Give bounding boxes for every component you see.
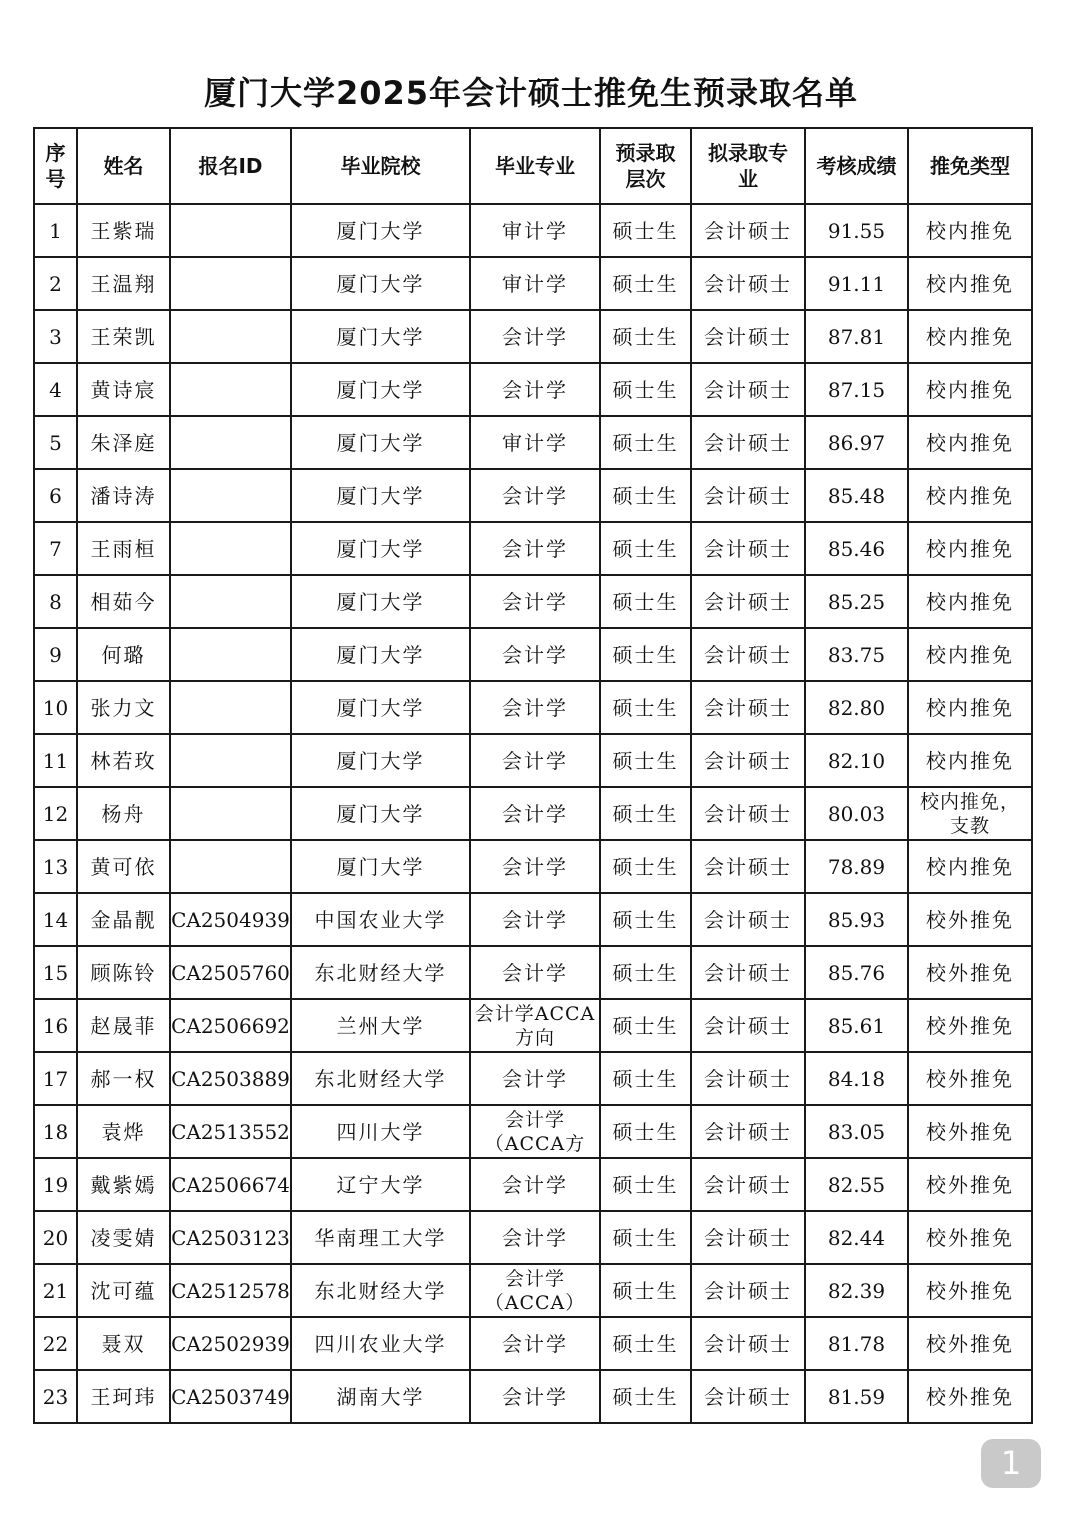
graduate-major: 会计学 — [470, 575, 600, 628]
admission-level: 硕士生 — [600, 840, 691, 893]
assessment-score: 83.05 — [805, 1105, 908, 1158]
assessment-score: 85.61 — [805, 999, 908, 1052]
graduate-major: 会计学 — [470, 734, 600, 787]
registration-id: CA2503889 — [170, 1052, 291, 1105]
assessment-score: 82.55 — [805, 1158, 908, 1211]
recommendation-type: 校外推免 — [908, 946, 1032, 999]
header-col-registration-id: 报名ID — [170, 128, 291, 204]
table-row — [34, 1052, 1032, 1105]
assessment-score: 82.44 — [805, 1211, 908, 1264]
graduate-school: 东北财经大学 — [291, 946, 470, 999]
table-row — [34, 999, 1032, 1052]
graduate-school: 东北财经大学 — [291, 1052, 470, 1105]
registration-id: CA2504939 — [170, 893, 291, 946]
registration-id — [170, 734, 291, 787]
registration-id — [170, 310, 291, 363]
admission-program: 会计硕士 — [691, 1264, 805, 1317]
assessment-score: 81.78 — [805, 1317, 908, 1370]
row-number: 9 — [34, 628, 77, 681]
row-number: 19 — [34, 1158, 77, 1211]
row-number: 22 — [34, 1317, 77, 1370]
admission-program: 会计硕士 — [691, 681, 805, 734]
assessment-score: 91.11 — [805, 257, 908, 310]
admission-program: 会计硕士 — [691, 1211, 805, 1264]
graduate-major: 审计学 — [470, 257, 600, 310]
recommendation-type: 校外推免 — [908, 1370, 1032, 1423]
graduate-school: 厦门大学 — [291, 681, 470, 734]
assessment-score: 84.18 — [805, 1052, 908, 1105]
graduate-major: 会计学 — [470, 1158, 600, 1211]
page-number-badge[interactable]: 1 — [981, 1439, 1041, 1488]
graduate-school: 厦门大学 — [291, 257, 470, 310]
table-row — [34, 469, 1032, 522]
header-col-score: 考核成绩 — [805, 128, 908, 204]
graduate-school: 厦门大学 — [291, 204, 470, 257]
row-number: 11 — [34, 734, 77, 787]
graduate-school: 厦门大学 — [291, 840, 470, 893]
admission-level: 硕士生 — [600, 1105, 691, 1158]
table-header-row — [34, 128, 1032, 204]
graduate-major: 会计学 — [470, 1317, 600, 1370]
registration-id: CA2506674 — [170, 1158, 291, 1211]
table-row — [34, 628, 1032, 681]
admission-level: 硕士生 — [600, 999, 691, 1052]
admission-program: 会计硕士 — [691, 416, 805, 469]
row-number: 1 — [34, 204, 77, 257]
assessment-score: 83.75 — [805, 628, 908, 681]
admission-program: 会计硕士 — [691, 1105, 805, 1158]
graduate-major: 会计学 — [470, 522, 600, 575]
row-number: 17 — [34, 1052, 77, 1105]
row-number: 14 — [34, 893, 77, 946]
student-name: 郝一权 — [77, 1052, 170, 1105]
student-name: 相茹今 — [77, 575, 170, 628]
recommendation-type: 校内推免 — [908, 840, 1032, 893]
table-row — [34, 416, 1032, 469]
table-row — [34, 946, 1032, 999]
admission-level: 硕士生 — [600, 469, 691, 522]
admission-level: 硕士生 — [600, 1158, 691, 1211]
student-name: 王珂玮 — [77, 1370, 170, 1423]
registration-id — [170, 840, 291, 893]
graduate-school: 厦门大学 — [291, 363, 470, 416]
admission-program: 会计硕士 — [691, 1317, 805, 1370]
recommendation-type: 校内推免 — [908, 681, 1032, 734]
graduate-major: 会计学 — [470, 946, 600, 999]
graduate-school: 四川大学 — [291, 1105, 470, 1158]
assessment-score: 82.39 — [805, 1264, 908, 1317]
header-col-major: 毕业专业 — [470, 128, 600, 204]
admission-level: 硕士生 — [600, 1370, 691, 1423]
graduate-major: 会计学 — [470, 840, 600, 893]
row-number: 13 — [34, 840, 77, 893]
admission-level: 硕士生 — [600, 1211, 691, 1264]
student-name: 王温翔 — [77, 257, 170, 310]
recommendation-type: 校内推免， 支教 — [908, 787, 1032, 840]
table-row — [34, 1158, 1032, 1211]
recommendation-type: 校内推免 — [908, 363, 1032, 416]
assessment-score: 82.80 — [805, 681, 908, 734]
row-number: 20 — [34, 1211, 77, 1264]
table-row — [34, 1370, 1032, 1423]
graduate-major: 会计学 — [470, 787, 600, 840]
graduate-major: 会计学 — [470, 628, 600, 681]
assessment-score: 82.10 — [805, 734, 908, 787]
registration-id — [170, 257, 291, 310]
admission-program: 会计硕士 — [691, 893, 805, 946]
row-number: 7 — [34, 522, 77, 575]
header-col-school: 毕业院校 — [291, 128, 470, 204]
student-name: 朱泽庭 — [77, 416, 170, 469]
table-row — [34, 204, 1032, 257]
student-name: 何璐 — [77, 628, 170, 681]
graduate-major: 会计学 （ACCA） — [470, 1264, 600, 1317]
admission-program: 会计硕士 — [691, 628, 805, 681]
admission-program: 会计硕士 — [691, 1052, 805, 1105]
recommendation-type: 校内推免 — [908, 734, 1032, 787]
table-row — [34, 840, 1032, 893]
assessment-score: 85.48 — [805, 469, 908, 522]
table-body — [34, 204, 1032, 1423]
row-number: 15 — [34, 946, 77, 999]
graduate-school: 华南理工大学 — [291, 1211, 470, 1264]
graduate-school: 厦门大学 — [291, 469, 470, 522]
registration-id — [170, 204, 291, 257]
row-number: 8 — [34, 575, 77, 628]
admission-level: 硕士生 — [600, 257, 691, 310]
graduate-major: 会计学 — [470, 681, 600, 734]
document-title: 厦门大学2025年会计硕士推免生预录取名单 — [203, 74, 859, 112]
admission-level: 硕士生 — [600, 204, 691, 257]
registration-id: CA2505760 — [170, 946, 291, 999]
recommendation-type: 校内推免 — [908, 257, 1032, 310]
row-number: 5 — [34, 416, 77, 469]
graduate-school: 湖南大学 — [291, 1370, 470, 1423]
student-name: 杨舟 — [77, 787, 170, 840]
assessment-score: 85.76 — [805, 946, 908, 999]
graduate-major: 审计学 — [470, 204, 600, 257]
row-number: 10 — [34, 681, 77, 734]
graduate-school: 厦门大学 — [291, 734, 470, 787]
recommendation-type: 校外推免 — [908, 1158, 1032, 1211]
recommendation-type: 校外推免 — [908, 999, 1032, 1052]
table-row — [34, 522, 1032, 575]
registration-id — [170, 787, 291, 840]
recommendation-type: 校内推免 — [908, 628, 1032, 681]
table-row — [34, 1211, 1032, 1264]
graduate-school: 辽宁大学 — [291, 1158, 470, 1211]
student-name: 聂双 — [77, 1317, 170, 1370]
graduate-major: 会计学ACCA 方向 — [470, 999, 600, 1052]
admission-level: 硕士生 — [600, 628, 691, 681]
registration-id — [170, 628, 291, 681]
graduate-major: 会计学 — [470, 363, 600, 416]
recommendation-type: 校外推免 — [908, 1052, 1032, 1105]
student-name: 戴紫嫣 — [77, 1158, 170, 1211]
admission-level: 硕士生 — [600, 1317, 691, 1370]
header-col-program: 拟录取专 业 — [691, 128, 805, 204]
student-name: 袁烨 — [77, 1105, 170, 1158]
registration-id: CA2513552 — [170, 1105, 291, 1158]
recommendation-type: 校外推免 — [908, 1211, 1032, 1264]
registration-id — [170, 416, 291, 469]
admission-program: 会计硕士 — [691, 1370, 805, 1423]
assessment-score: 87.81 — [805, 310, 908, 363]
header-col-name: 姓名 — [77, 128, 170, 204]
graduate-school: 厦门大学 — [291, 310, 470, 363]
graduate-major: 会计学 — [470, 893, 600, 946]
admission-level: 硕士生 — [600, 575, 691, 628]
table-row — [34, 575, 1032, 628]
admission-level: 硕士生 — [600, 522, 691, 575]
table-row — [34, 1264, 1032, 1317]
table-row — [34, 257, 1032, 310]
admission-program: 会计硕士 — [691, 787, 805, 840]
recommendation-type: 校内推免 — [908, 575, 1032, 628]
admission-program: 会计硕士 — [691, 257, 805, 310]
admission-level: 硕士生 — [600, 1052, 691, 1105]
admission-level: 硕士生 — [600, 734, 691, 787]
recommendation-type: 校外推免 — [908, 1317, 1032, 1370]
row-number: 12 — [34, 787, 77, 840]
recommendation-type: 校内推免 — [908, 416, 1032, 469]
graduate-school: 东北财经大学 — [291, 1264, 470, 1317]
header-col-admission-level: 预录取 层次 — [600, 128, 691, 204]
row-number: 4 — [34, 363, 77, 416]
table-row — [34, 787, 1032, 840]
student-name: 黄诗宸 — [77, 363, 170, 416]
graduate-major: 会计学 — [470, 1370, 600, 1423]
table-row — [34, 1105, 1032, 1158]
student-name: 顾陈铃 — [77, 946, 170, 999]
recommendation-type: 校内推免 — [908, 522, 1032, 575]
student-name: 赵晟菲 — [77, 999, 170, 1052]
student-name: 金晶靓 — [77, 893, 170, 946]
admission-program: 会计硕士 — [691, 575, 805, 628]
admission-level: 硕士生 — [600, 893, 691, 946]
recommendation-type: 校内推免 — [908, 469, 1032, 522]
graduate-school: 兰州大学 — [291, 999, 470, 1052]
registration-id — [170, 681, 291, 734]
row-number: 16 — [34, 999, 77, 1052]
assessment-score: 91.55 — [805, 204, 908, 257]
header-col-recommendation-type: 推免类型 — [908, 128, 1032, 204]
graduate-major: 审计学 — [470, 416, 600, 469]
admission-level: 硕士生 — [600, 787, 691, 840]
table-row — [34, 363, 1032, 416]
recommendation-type: 校内推免 — [908, 204, 1032, 257]
student-name: 凌雯婧 — [77, 1211, 170, 1264]
recommendation-type: 校外推免 — [908, 893, 1032, 946]
graduate-school: 厦门大学 — [291, 628, 470, 681]
assessment-score: 85.25 — [805, 575, 908, 628]
assessment-score: 80.03 — [805, 787, 908, 840]
graduate-school: 厦门大学 — [291, 575, 470, 628]
row-number: 18 — [34, 1105, 77, 1158]
registration-id — [170, 469, 291, 522]
table-row — [34, 310, 1032, 363]
row-number: 6 — [34, 469, 77, 522]
assessment-score: 86.97 — [805, 416, 908, 469]
student-name: 黄可依 — [77, 840, 170, 893]
table-row — [34, 681, 1032, 734]
admission-level: 硕士生 — [600, 310, 691, 363]
registration-id — [170, 575, 291, 628]
row-number: 21 — [34, 1264, 77, 1317]
student-name: 王荣凯 — [77, 310, 170, 363]
table-row — [34, 1317, 1032, 1370]
assessment-score: 85.93 — [805, 893, 908, 946]
table-row — [34, 893, 1032, 946]
admission-program: 会计硕士 — [691, 469, 805, 522]
registration-id — [170, 363, 291, 416]
student-name: 王紫瑞 — [77, 204, 170, 257]
admission-program: 会计硕士 — [691, 310, 805, 363]
assessment-score: 81.59 — [805, 1370, 908, 1423]
student-name: 王雨桓 — [77, 522, 170, 575]
student-name: 林若玫 — [77, 734, 170, 787]
registration-id: CA2512578 — [170, 1264, 291, 1317]
table-row — [34, 734, 1032, 787]
admission-program: 会计硕士 — [691, 522, 805, 575]
admission-level: 硕士生 — [600, 1264, 691, 1317]
row-number: 2 — [34, 257, 77, 310]
graduate-school: 厦门大学 — [291, 416, 470, 469]
graduate-school: 厦门大学 — [291, 522, 470, 575]
admission-level: 硕士生 — [600, 681, 691, 734]
assessment-score: 78.89 — [805, 840, 908, 893]
admission-program: 会计硕士 — [691, 204, 805, 257]
registration-id: CA2502939 — [170, 1317, 291, 1370]
row-number: 23 — [34, 1370, 77, 1423]
student-name: 张力文 — [77, 681, 170, 734]
registration-id: CA2506692 — [170, 999, 291, 1052]
admission-program: 会计硕士 — [691, 734, 805, 787]
admission-table — [33, 127, 1033, 1424]
recommendation-type: 校外推免 — [908, 1105, 1032, 1158]
graduate-major: 会计学 （ACCA方 — [470, 1105, 600, 1158]
admission-level: 硕士生 — [600, 363, 691, 416]
graduate-major: 会计学 — [470, 1211, 600, 1264]
row-number: 3 — [34, 310, 77, 363]
admission-program: 会计硕士 — [691, 1158, 805, 1211]
admission-program: 会计硕士 — [691, 946, 805, 999]
admission-program: 会计硕士 — [691, 363, 805, 416]
assessment-score: 87.15 — [805, 363, 908, 416]
student-name: 潘诗涛 — [77, 469, 170, 522]
graduate-major: 会计学 — [470, 1052, 600, 1105]
recommendation-type: 校内推免 — [908, 310, 1032, 363]
graduate-major: 会计学 — [470, 310, 600, 363]
graduate-school: 中国农业大学 — [291, 893, 470, 946]
registration-id — [170, 522, 291, 575]
admission-program: 会计硕士 — [691, 840, 805, 893]
student-name: 沈可蕴 — [77, 1264, 170, 1317]
admission-program: 会计硕士 — [691, 999, 805, 1052]
assessment-score: 85.46 — [805, 522, 908, 575]
registration-id: CA2503749 — [170, 1370, 291, 1423]
graduate-school: 四川农业大学 — [291, 1317, 470, 1370]
graduate-major: 会计学 — [470, 469, 600, 522]
header-col-index: 序 号 — [34, 128, 77, 204]
graduate-school: 厦门大学 — [291, 787, 470, 840]
recommendation-type: 校外推免 — [908, 1264, 1032, 1317]
admission-level: 硕士生 — [600, 416, 691, 469]
admission-level: 硕士生 — [600, 946, 691, 999]
registration-id: CA2503123 — [170, 1211, 291, 1264]
